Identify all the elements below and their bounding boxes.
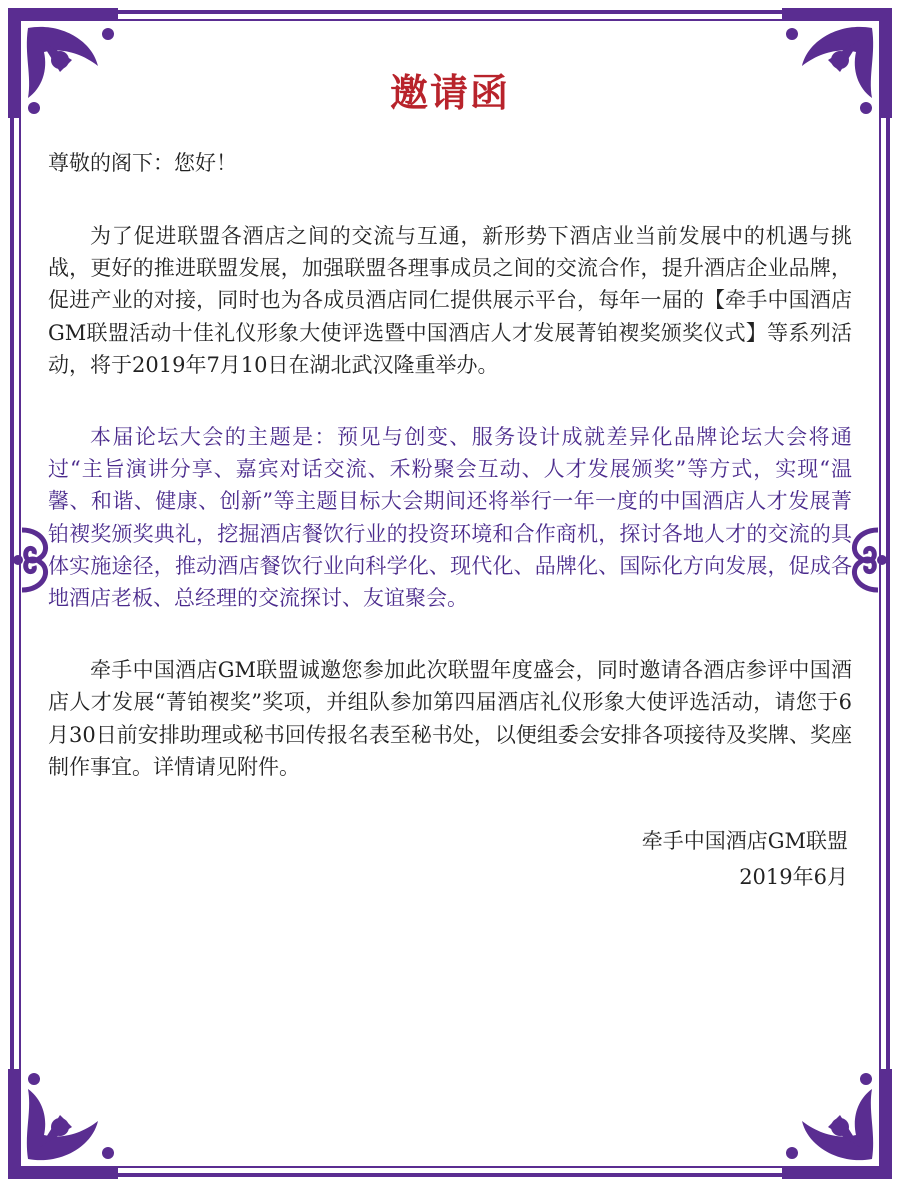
signature-org: 牵手中国酒店GM联盟 [641,829,848,854]
invitation-letter [48,56,852,895]
letter-title: 邀请函 [389,70,510,115]
paragraph-intro: 为了促进联盟各酒店之间的交流与互通，新形势下酒店业当前发展中的机遇与挑战，更好的推进联盟发展，加强联盟各理事成员之间的交流合作，提升酒店企业品牌，促进产业的对接，同时也为各成员酒店同仁提供展示平台，每年一届的【牵手中国酒店GM联盟活动十佳礼仪形象大使评选暨中国酒店人才发展菁铂褉奖颁奖仪式】等系列活动，将于2019年7月10日在湖北武汉隆重举办。 [48,224,852,377]
corner-ornament-bl [8,1069,118,1179]
paragraph-theme: 本届论坛大会的主题是：预见与创变、服务设计成就差异化品牌论坛大会将通过“主旨演讲分享、嘉宾对话交流、禾粉聚会互动、人才发展颁奖”等方式，实现“温馨、和谐、健康、创新”等主题目标大会期间还将举行一年一度的中国酒店人才发展菁铂褉奖颁奖典礼，挖掘酒店餐饮行业的投资环境和合作商机，探讨各地人才的交流的具体实施途径，推动酒店餐饮行业向科学化、现代化、品牌化、国际化方向发展，促成各地酒店老板、总经理的交流探讨、友谊聚会。 [48,425,852,611]
corner-ornament-br [782,1069,892,1179]
paragraph-invitation: 牵手中国酒店GM联盟诚邀您参加此次联盟年度盛会，同时邀请各酒店参评中国酒店人才发展“菁铂褉奖”奖项，并组队参加第四届酒店礼仪形象大使评选活动，请您于6月30日前安排助理或秘书回传报名表至秘书处，以便组委会安排各项接待及奖牌、奖座制作事宜。详情请见附件。 [48,658,852,779]
signature-block [48,823,852,895]
greeting: 尊敬的阁下：您好！ [48,151,237,175]
signature-date: 2019年6月 [739,865,848,890]
